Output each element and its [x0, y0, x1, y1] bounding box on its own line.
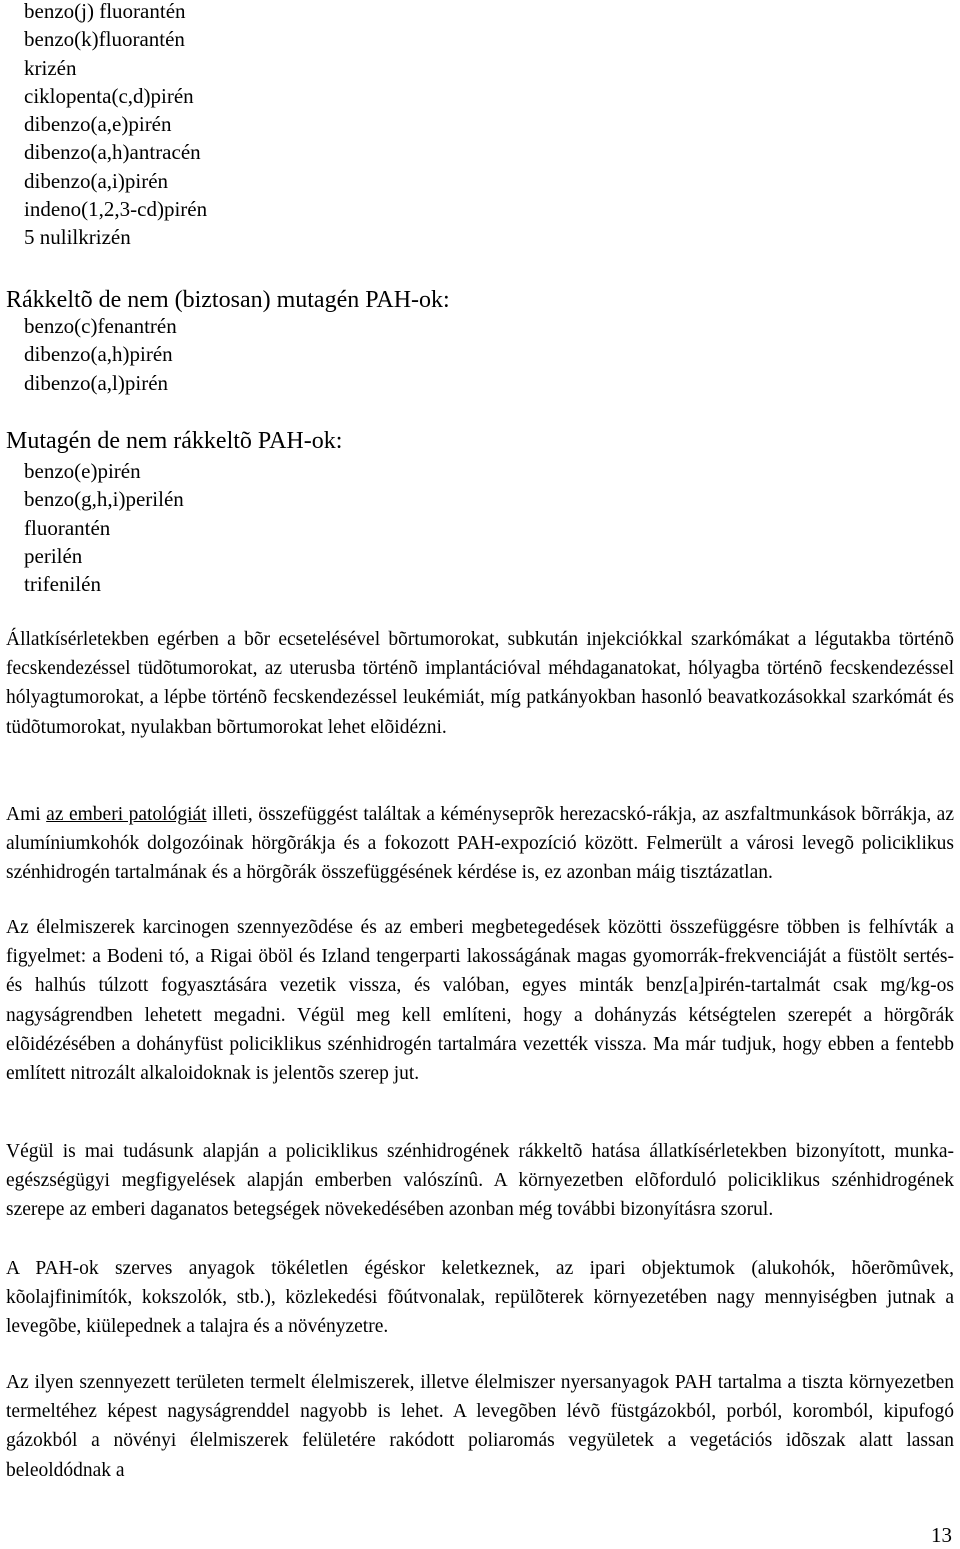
paragraph-human-pathology	[6, 800, 954, 888]
carcinogen-not-mutagen-list	[24, 312, 177, 397]
list-item: indeno(1,2,3-cd)pirén	[24, 197, 208, 222]
section-heading-carcinogen-not-mutagen: Rákkeltõ de nem (biztosan) mutagén PAH-ok:	[6, 287, 450, 313]
list-item: fluorantén	[24, 515, 111, 540]
paragraph-text: illeti, összefüggést találtak a kéményseprõk herezacskó-rákja, az aszfaltmunkások bõrrákja, az alumíniumkohók dolgozóinak hörgõrákja és a fokozott PAH-expozíció között. Felmerült a városi levegõ policiklikus szénhidrogén tartalmának és a hörgõrák összefüggésének kérdése is, ez azonban máig tisztázatlan.	[6, 804, 954, 884]
mutagen-not-carcinogen-list	[24, 457, 184, 598]
paragraph-pah-sources: A PAH-ok szerves anyagok tökéletlen égéskor keletkeznek, az ipari objektumok (alukohók, hõerõmûvek, kõolajfinimítók, kokszolók, stb.), közlekedési fõútvonalak, repülõterek környezetében nagy mennyiségben jutnak a levegõbe, kiülepednek a talajra és a növényzetre.	[6, 1258, 954, 1338]
paragraph-food-contamination: Az élelmiszerek karcinogen szennyezõdése és az emberi megbetegedések közötti összefüggésre többen is felhívták a figyelmet: a Bodeni tó, a Rigai öböl és Izland tengerparti lakosságának magas gyomorrák-frekvenciáját a füstölt sertés- és halhús túlzott fogyasztására vezetik vissza, és valóban, egyes minták benz[a]pirén-tartalmát csak mg/kg-os nagyságrendben lehetett megadni. Végül meg kell említeni, hogy a dohányzás kétségtelen szerepét a hörgõrák elõidézésében a dohányfüst policiklikus szénhidrogén tartalmára vezették vissza. Ma már tudjuk, hogy ebben a fentebb említett nitrozált alkaloidoknak is jelentõs szerep jut.	[6, 917, 954, 1085]
list-item: dibenzo(a,e)pirén	[24, 112, 172, 137]
paragraph-text: Ami	[6, 804, 47, 825]
list-item: ciklopenta(c,d)pirén	[24, 83, 194, 108]
list-item: benzo(g,h,i)perilén	[24, 487, 184, 512]
paragraph-conclusion: Végül is mai tudásunk alapján a policiklikus szénhidrogének rákkeltõ hatása állatkísérletekben bizonyított, munka-egészségügyi megfigyelések alapján emberben valószínû. A környezetben elõforduló policiklikus szénhidrogének szerepe az emberi daganatos betegségek növekedésében azonban még további bizonyításra szorul.	[6, 1141, 954, 1221]
list-item: benzo(k)fluorantén	[24, 27, 185, 52]
list-item: benzo(c)fenantrén	[24, 314, 177, 338]
carcinogen-mutagen-pah-list	[24, 0, 207, 252]
list-item: dibenzo(a,h)pirén	[24, 342, 173, 367]
list-item: dibenzo(a,i)pirén	[24, 168, 169, 193]
list-item: trifenilén	[24, 572, 101, 597]
list-item: benzo(e)pirén	[24, 459, 141, 483]
list-item: benzo(j) fluorantén	[24, 0, 186, 23]
list-item: krizén	[24, 55, 77, 80]
list-item: dibenzo(a,l)pirén	[24, 370, 169, 395]
underlined-phrase: az emberi patológiát	[46, 804, 207, 825]
list-item: perilén	[24, 543, 83, 568]
paragraph-contaminated-food: Az ilyen szennyezett területen termelt élelmiszerek, illetve élelmiszer nyersanyagok PAH tartalma a tiszta környezetben termeltéhez képest nagyságrenddel nagyobb is lehet. A levegõben lévõ füstgázokból, porból, koromból, kipufogó gázokból a növényi élelmiszerek felületére rakódott poliaromás vegyületek a vegetációs idõszak alatt lassan beleoldódnak a	[6, 1372, 954, 1481]
paragraph-animal-experiments: Állatkísérletekben egérben a bõr ecsetelésével bõrtumorokat, subkután injekciókkal szarkómákat a légutakba történõ fecskendezéssel tüdõtumorokat, az uterusba történõ implantációval méhdaganatokat, hólyagba történõ fecskendezéssel hólyagtumorokat, a lépbe történõ fecskendezéssel leukémiát, míg patkányokban hasonló beavatkozásokkal szarkómát és tüdõtumorokat, nyulakban bõrtumorokat lehet elõidézni.	[6, 629, 954, 738]
list-item: dibenzo(a,h)antracén	[24, 140, 201, 165]
page-number: 13	[931, 1523, 952, 1547]
list-item: 5 nulilkrizén	[24, 225, 131, 250]
section-heading-mutagen-not-carcinogen: Mutagén de nem rákkeltõ PAH-ok:	[6, 428, 343, 454]
